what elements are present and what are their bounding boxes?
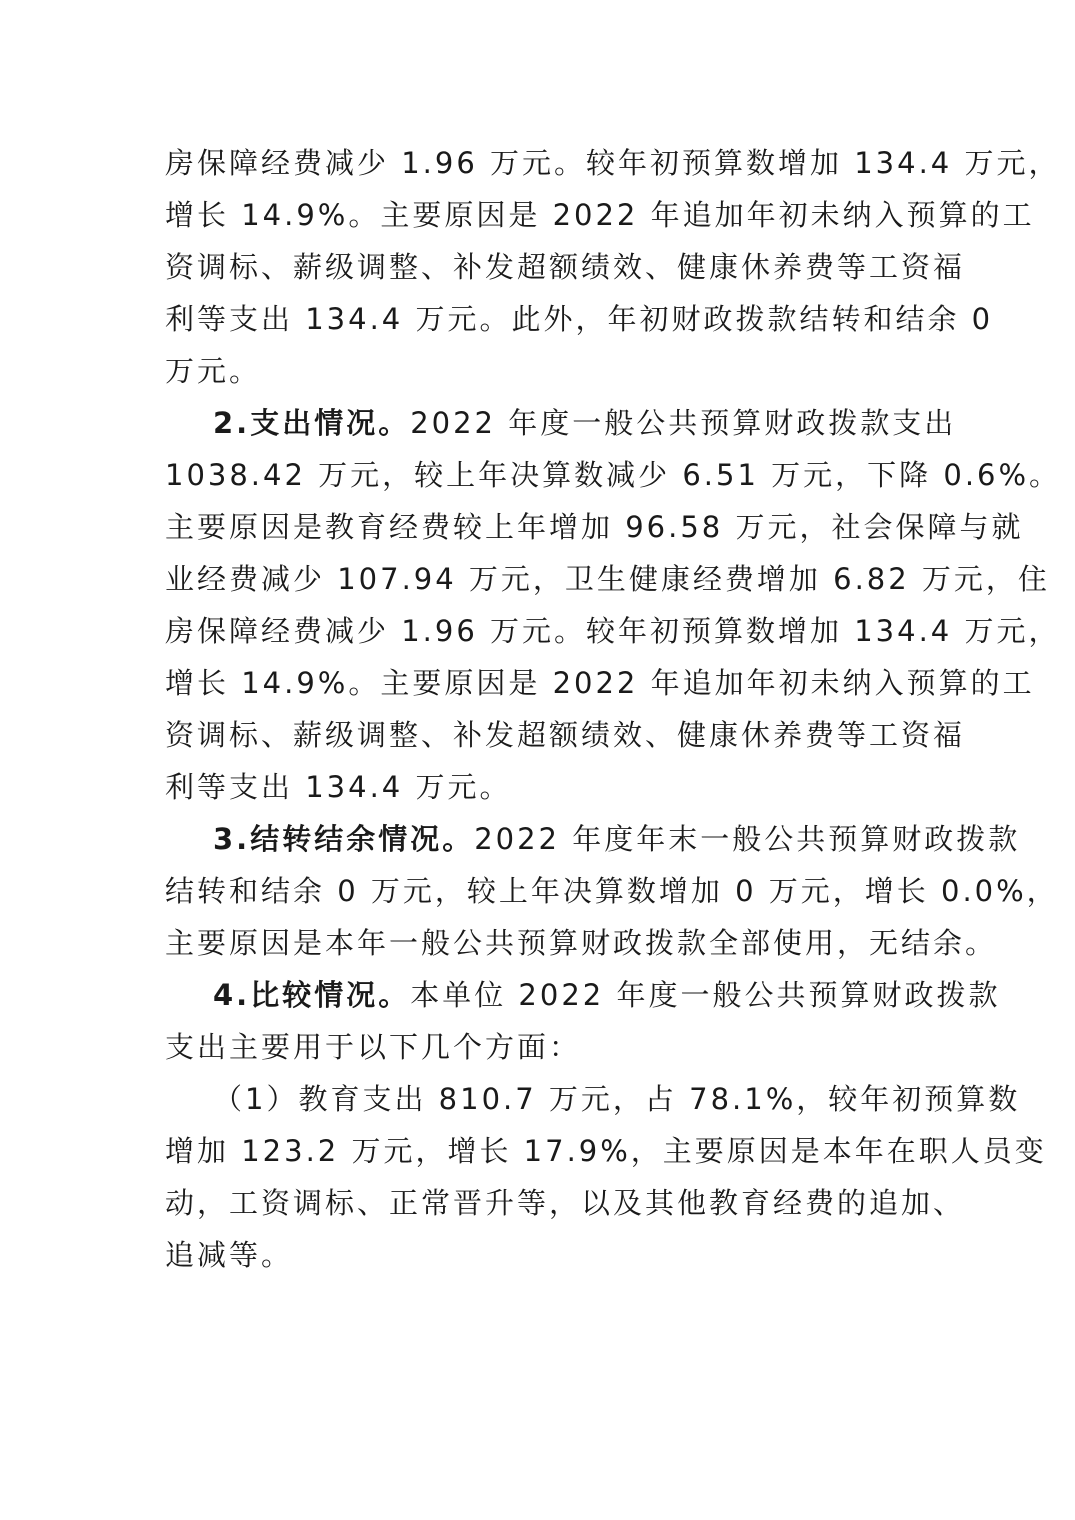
section-3-first-line — [213, 819, 1020, 859]
text-line: 增长 14.9%。主要原因是 2022 年追加年初未纳入预算的工 — [165, 198, 1035, 232]
text-line: 动，工资调标、正常晋升等，以及其他教育经费的追加、 — [165, 1186, 966, 1220]
text-line: 主要原因是本年一般公共预算财政拨款全部使用，无结余。 — [165, 926, 998, 960]
text-line: 1038.42 万元，较上年决算数减少 6.51 万元，下降 0.6%。 — [165, 458, 1062, 492]
section-4-heading: 4.比较情况。 — [213, 978, 411, 1012]
text-line: 资调标、薪级调整、补发超额绩效、健康休养费等工资福 — [165, 250, 966, 284]
text-line: 房保障经费减少 1.96 万元。较年初预算数增加 134.4 万元， — [165, 614, 1061, 648]
item-1-first-line: （1）教育支出 810.7 万元，占 78.1%，较年初预算数 — [213, 1082, 1021, 1116]
text-line: 利等支出 134.4 万元。 — [165, 770, 512, 804]
text-line: 业经费减少 107.94 万元，卫生健康经费增加 6.82 万元，住 — [165, 562, 1050, 596]
text-line: 主要原因是教育经费较上年增加 96.58 万元，社会保障与就 — [165, 510, 1024, 544]
text-line: 结转和结余 0 万元，较上年决算数增加 0 万元，增长 0.0%， — [165, 874, 1059, 908]
text-line: 追减等。 — [165, 1238, 294, 1272]
text-line: 资调标、薪级调整、补发超额绩效、健康休养费等工资福 — [165, 718, 966, 752]
text-line: 增长 14.9%。主要原因是 2022 年追加年初未纳入预算的工 — [165, 666, 1035, 700]
text-line: 增加 123.2 万元，增长 17.9%，主要原因是本年在职人员变 — [165, 1134, 1047, 1168]
section-2-heading: 2.支出情况。 — [213, 406, 411, 440]
text-line: 支出主要用于以下几个方面： — [165, 1030, 582, 1064]
section-2-first-line — [213, 403, 956, 443]
section-2-text: 2022 年度一般公共预算财政拨款支出 — [410, 406, 957, 440]
section-3-text: 2022 年度年末一般公共预算财政拨款 — [474, 822, 1021, 856]
text-line: 房保障经费减少 1.96 万元。较年初预算数增加 134.4 万元， — [165, 146, 1061, 180]
section-3-heading: 3.结转结余情况。 — [213, 822, 475, 856]
text-line: 万元。 — [165, 354, 262, 388]
text-line: 利等支出 134.4 万元。此外，年初财政拨款结转和结余 0 — [165, 302, 994, 336]
section-4-first-line — [213, 975, 1000, 1015]
section-4-text: 本单位 2022 年度一般公共预算财政拨款 — [410, 978, 1001, 1012]
